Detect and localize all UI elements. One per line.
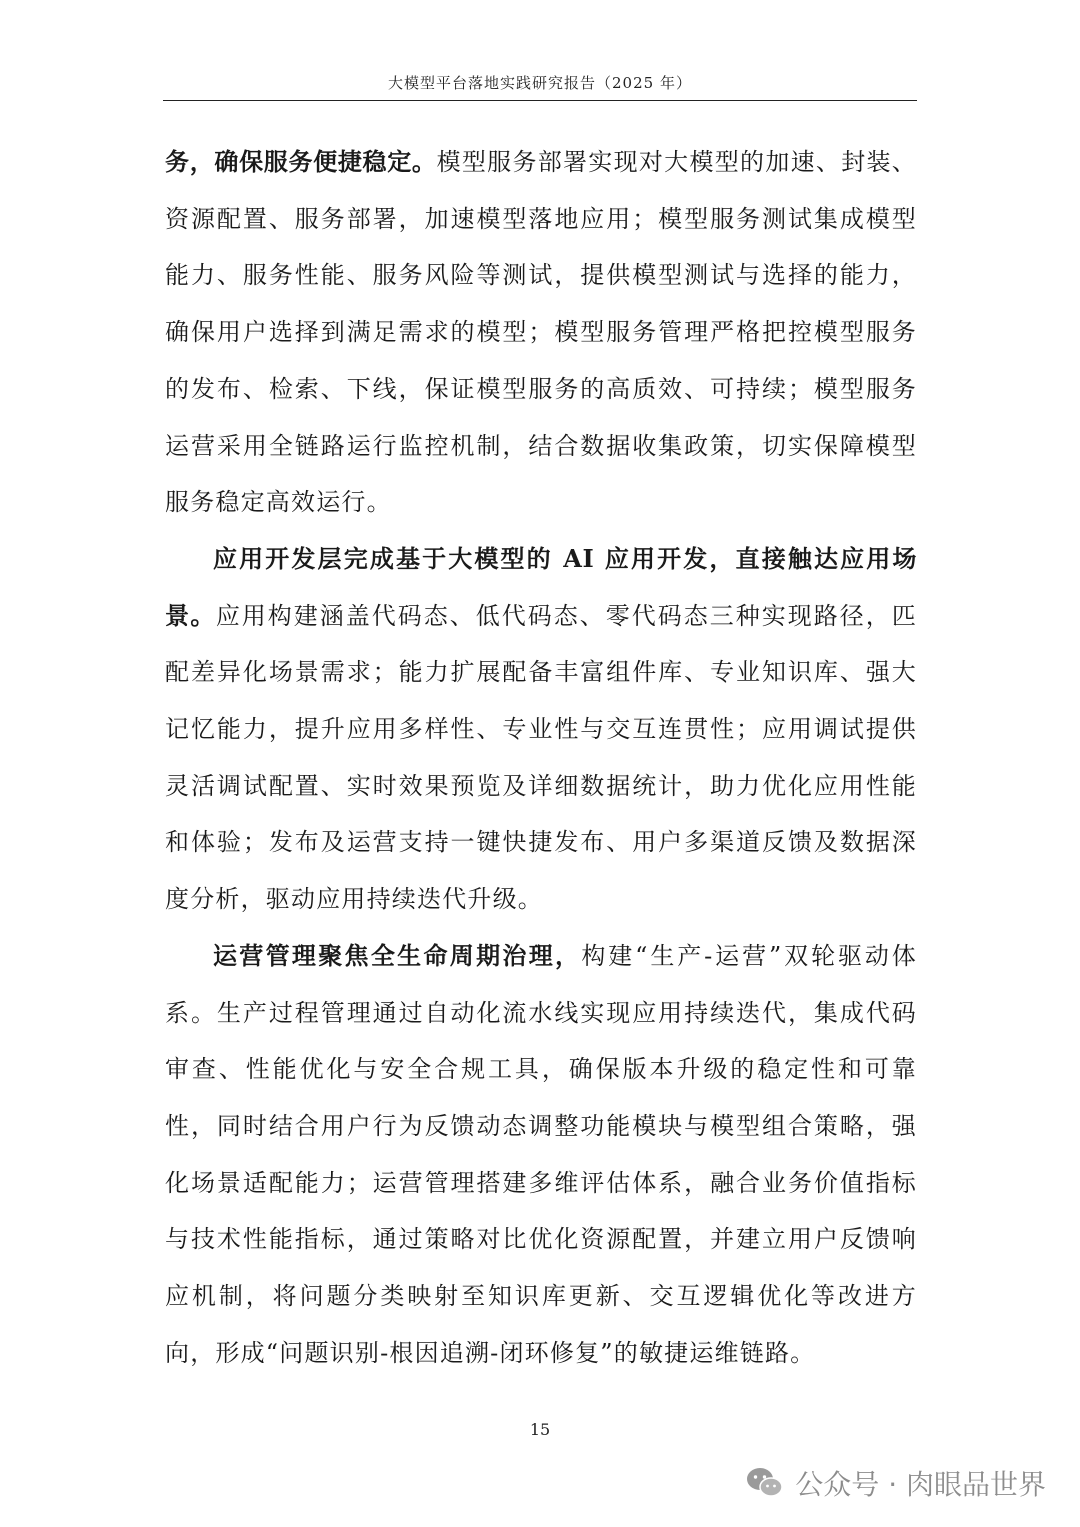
wechat-icon — [745, 1465, 785, 1501]
paragraph-ops-management — [165, 928, 917, 1382]
paragraph-lead: 运营管理聚焦全生命周期治理， — [213, 940, 582, 970]
watermark — [745, 1458, 1046, 1508]
paragraph-model-service — [165, 134, 917, 531]
paragraph-text: 应用构建涵盖代码态、低代码态、零代码态三种实现路径，匹配差异化场景需求；能力扩展配备丰富组件库、专业知识库、强大记忆能力，提升应用多样性、专业性与交互连贯性；应用调试提供灵活调试配置、实时效果预览及详细数据统计，助力优化应用性能和体验；发布及运营支持一键快捷发布、用户多渠道反馈及数据深度分析，驱动应用持续迭代升级。 — [165, 601, 918, 914]
page-number: 15 — [529, 1420, 551, 1439]
paragraph-app-dev — [165, 531, 917, 928]
paragraph-text: 模型服务部署实现对大模型的加速、封装、资源配置、服务部署，加速模型落地应用；模型服务测试集成模型能力、服务性能、服务风险等测试，提供模型测试与选择的能力，确保用户选择到满足需求的模型；模型服务管理严格把控模型服务的发布、检索、下线，保证模型服务的高质效、可持续；模型服务运营采用全链路运行监控机制，结合数据收集政策，切实保障模型服务稳定高效运行。 — [165, 148, 917, 517]
body-text — [165, 134, 917, 1381]
watermark-text: 公众号 · 肉眼品世界 — [795, 1468, 1046, 1501]
header-rule — [163, 100, 917, 101]
paragraph-lead: 务，确保服务便捷稳定。 — [165, 147, 437, 176]
paragraph-lead: 应用开发层完成基于大模型的 AI 应用开发，直接触达应用场景。 — [165, 543, 917, 630]
paragraph-text: 构建“生产-运营”双轮驱动体系。生产过程管理通过自动化流水线实现应用持续迭代，集成代码审查、性能优化与安全合规工具，确保版本升级的稳定性和可靠性，同时结合用户行为反馈动态调整功能模块与模型组合策略，强化场景适配能力；运营管理搭建多维评估体系，融合业务价值指标与技术性能指标，通过策略对比优化资源配置，并建立用户反馈响应机制，将问题分类映射至知识库更新、交互逻辑优化等改进方向，形成“问题识别-根因追溯-闭环修复”的敏捷运维链路。 — [165, 941, 917, 1367]
running-header: 大模型平台落地实践研究报告（2025 年） — [388, 74, 692, 92]
